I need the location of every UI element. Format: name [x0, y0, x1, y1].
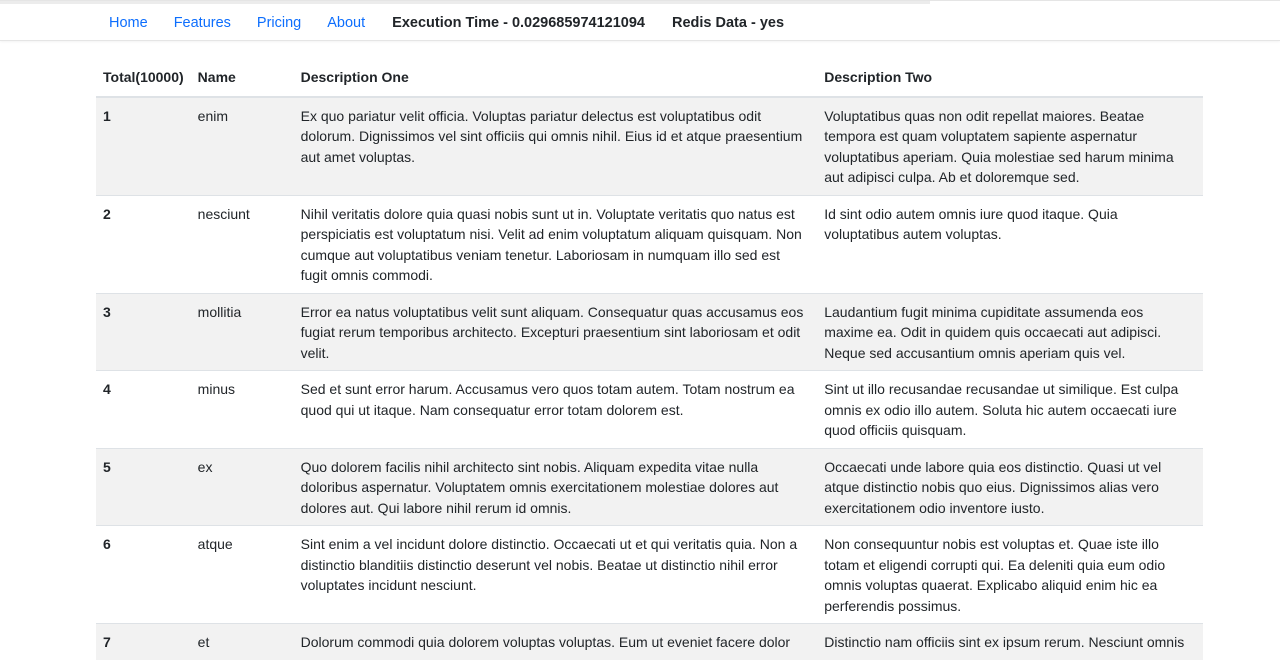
cell-description-two: Distinctio nam officiis sint ex ipsum rerum. Nesciunt omnis: [817, 624, 1203, 660]
cell-name: enim: [191, 97, 294, 196]
cell-id: 4: [96, 371, 191, 449]
cell-description-one: Ex quo pariatur velit officia. Voluptas pariatur delectus est voluptatibus odit dolorum. Dignissimos vel sint officiis qui omnis nihil. Eius id et atque praesentium aut amet voluptas.: [294, 97, 818, 196]
table-row: [96, 448, 1203, 526]
nav-link-about[interactable]: About: [327, 15, 366, 31]
cell-description-two: Occaecati unde labore quia eos distinctio. Quasi ut vel atque distinctio nobis quo eius. Dignissimos alias vero exercitationem odio inventore iusto.: [817, 448, 1203, 526]
cell-name: minus: [191, 371, 294, 449]
data-table: [96, 58, 1203, 660]
cell-description-one: Sed et sunt error harum. Accusamus vero quos totam autem. Totam nostrum ea quod qui ut itaque. Nam consequatur error totam dolorem est.: [294, 371, 818, 449]
cell-description-one: Sint enim a vel incidunt dolore distinctio. Occaecati ut et qui veritatis quia. Non a distinctio blanditiis distinctio deserunt vel nobis. Beatae ut distinctio nihil error voluptates incidunt nesciunt.: [294, 526, 818, 624]
cell-description-two: Voluptatibus quas non odit repellat maiores. Beatae tempora est quam voluptatem sapiente aspernatur voluptatibus aperiam. Quia molestiae sed harum minima aut adipisci culpa. Ab et doloremque sed.: [817, 97, 1203, 196]
top-navbar: [0, 0, 1280, 41]
cell-id: 5: [96, 448, 191, 526]
table-header-row: [96, 58, 1203, 97]
cell-description-two: Laudantium fugit minima cupiditate assumenda eos maxime ea. Odit in quidem quis occaecati aut adipisci. Neque sed accusantium omnis aperiam quis vel.: [817, 293, 1203, 371]
nav-link-features[interactable]: Features: [173, 15, 231, 31]
nav-menu: [96, 5, 797, 41]
table-row: [96, 371, 1203, 449]
cell-description-one: Dolorum commodi quia dolorem voluptas voluptas. Eum ut eveniet facere dolor: [294, 624, 818, 660]
table-row: [96, 624, 1203, 660]
top-strip: [0, 1, 930, 4]
cell-id: 1: [96, 97, 191, 196]
header-name: Name: [191, 58, 294, 97]
cell-description-one: Quo dolorem facilis nihil architecto sint nobis. Aliquam expedita vitae nulla doloribus aspernatur. Voluptatem omnis exercitationem molestiae dolores aut dolores aut. Qui labore nihil rerum id omnis.: [294, 448, 818, 526]
table-row: [96, 526, 1203, 624]
cell-name: mollitia: [191, 293, 294, 371]
header-total: Total(10000): [96, 58, 191, 97]
table-body: [96, 97, 1203, 660]
cell-description-one: Nihil veritatis dolore quia quasi nobis sunt ut in. Voluptate veritatis quo natus est perspiciatis est voluptatum nisi. Velit ad enim voluptatum aliquam quisquam. Non cumque aut voluptatibus veniam tenetur. Laboriosam in numquam illo sed est fugit omnis commodi.: [294, 195, 818, 293]
cell-id: 3: [96, 293, 191, 371]
cell-description-one: Error ea natus voluptatibus velit sunt aliquam. Consequatur quas accusamus eos fugiat rerum temporibus architecto. Excepturi praesentium sint laboriosam et odit velit.: [294, 293, 818, 371]
cell-description-two: Id sint odio autem omnis iure quod itaque. Quia voluptatibus autem voluptas.: [817, 195, 1203, 293]
nav-link-pricing[interactable]: Pricing: [256, 15, 302, 31]
cell-name: et: [191, 624, 294, 660]
table-row: [96, 97, 1203, 196]
table-row: [96, 195, 1203, 293]
cell-description-two: Non consequuntur nobis est voluptas et. Quae iste illo totam et eligendi corrupti qui. Ea deleniti quia eum odio omnis voluptas quaerat. Explicabo aliquid enim hic ea perferendis possimus.: [817, 526, 1203, 624]
cell-id: 2: [96, 195, 191, 293]
cell-name: ex: [191, 448, 294, 526]
cell-name: nesciunt: [191, 195, 294, 293]
execution-time-label: Execution Time - 0.029685974121094: [392, 15, 645, 31]
cell-description-two: Sint ut illo recusandae recusandae ut similique. Est culpa omnis ex odio illo autem. Soluta hic autem occaecati iure quod officiis quisquam.: [817, 371, 1203, 449]
header-description-one: Description One: [294, 58, 818, 97]
nav-link-home[interactable]: Home: [109, 15, 148, 31]
cell-id: 6: [96, 526, 191, 624]
table-row: [96, 293, 1203, 371]
header-description-two: Description Two: [817, 58, 1203, 97]
cell-name: atque: [191, 526, 294, 624]
redis-data-label: Redis Data - yes: [672, 15, 785, 31]
cell-id: 7: [96, 624, 191, 660]
table-header: [96, 58, 1203, 97]
